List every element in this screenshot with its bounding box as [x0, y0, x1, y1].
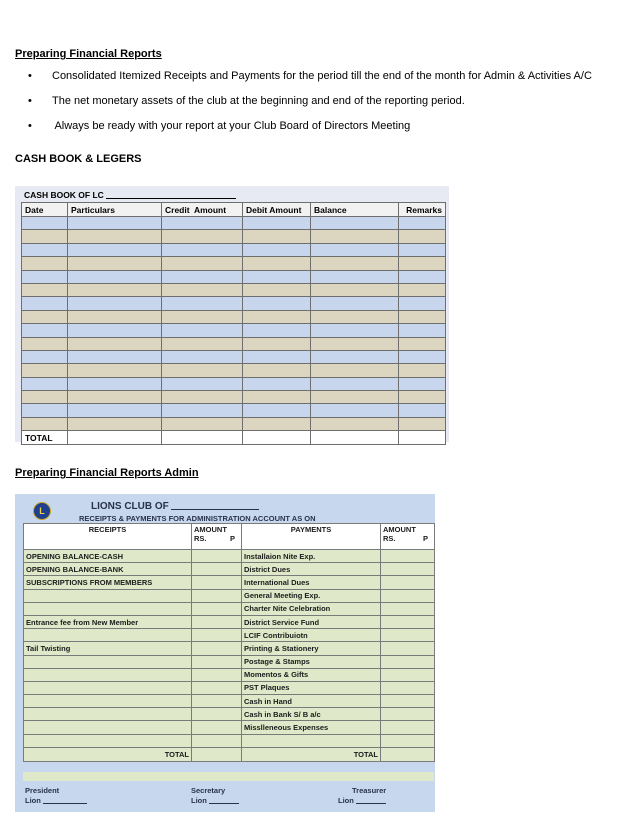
receipt-amount [192, 563, 242, 576]
table-cell [162, 324, 243, 337]
table-cell [68, 217, 162, 230]
receipts-payments-table [23, 523, 435, 762]
table-cell [311, 404, 399, 417]
account-subtitle: RECEIPTS & PAYMENTS FOR ADMINISTRATION ACCOUNT AS ON [79, 514, 316, 523]
table-cell [243, 350, 311, 363]
table-cell [243, 404, 311, 417]
table-cell [399, 243, 446, 256]
table-cell [311, 337, 399, 350]
table-cell [68, 297, 162, 310]
table-row [22, 297, 446, 310]
receipt-amount [192, 695, 242, 708]
payment-item: District Service Fund [242, 615, 381, 628]
payment-item: General Meeting Exp. [242, 589, 381, 602]
table-row [22, 230, 446, 243]
table-row [24, 602, 435, 615]
signature-president: President Lion [25, 786, 87, 806]
payment-amount [381, 563, 435, 576]
payment-amount [381, 629, 435, 642]
table-cell [243, 230, 311, 243]
receipt-item [24, 589, 192, 602]
total-label: TOTAL [22, 431, 68, 445]
table-row [22, 350, 446, 363]
table-cell [68, 364, 162, 377]
receipts-amount-header: AMOUNT RS. P [192, 524, 242, 550]
club-name-label: LIONS CLUB OF [91, 501, 259, 512]
payment-item: Cash in Hand [242, 695, 381, 708]
payment-item: International Dues [242, 576, 381, 589]
total-cell [311, 431, 399, 445]
table-row [22, 364, 446, 377]
table-row [24, 708, 435, 721]
table-cell [22, 404, 68, 417]
table-cell [68, 310, 162, 323]
receipt-item [24, 708, 192, 721]
col-remarks: Remarks [399, 203, 446, 217]
table-row [22, 283, 446, 296]
table-cell [162, 283, 243, 296]
table-cell [22, 377, 68, 390]
payment-item: Momentos & Gifts [242, 668, 381, 681]
payment-amount [381, 695, 435, 708]
receipt-amount [192, 681, 242, 694]
table-cell [22, 417, 68, 430]
table-row [22, 217, 446, 230]
table-row [22, 337, 446, 350]
table-row [24, 734, 435, 747]
table-cell [399, 217, 446, 230]
table-cell [243, 364, 311, 377]
table-cell [311, 350, 399, 363]
receipt-item [24, 629, 192, 642]
receipt-amount [192, 655, 242, 668]
bullet-text: Consolidated Itemized Receipts and Payments for the period till the end of the month for Admin & Activities A/C [52, 70, 592, 82]
table-row [24, 563, 435, 576]
bullet-text: Always be ready with your report at your Club Board of Directors Meeting [52, 120, 411, 132]
table-cell [162, 337, 243, 350]
payment-amount [381, 576, 435, 589]
payment-item: Misslleneous Expenses [242, 721, 381, 734]
table-row [24, 695, 435, 708]
col-particulars: Particulars [68, 203, 162, 217]
table-row [24, 550, 435, 563]
table-cell [162, 364, 243, 377]
table-cell [22, 230, 68, 243]
col-credit-amount: Credit Amount [162, 203, 243, 217]
table-cell [68, 404, 162, 417]
table-cell [243, 270, 311, 283]
table-cell [243, 283, 311, 296]
table-cell [311, 230, 399, 243]
receipt-item: OPENING BALANCE-CASH [24, 550, 192, 563]
table-row [22, 417, 446, 430]
bullet-list [28, 70, 638, 145]
bullet-item [28, 120, 638, 145]
table-row [24, 642, 435, 655]
table-cell [162, 391, 243, 404]
section-title-cash-book: CASH BOOK & LEGERS [15, 153, 142, 165]
receipt-item [24, 695, 192, 708]
table-cell [68, 391, 162, 404]
table-cell [243, 217, 311, 230]
cash-book-rows [22, 217, 446, 431]
receipt-item: Tail Twisting [24, 642, 192, 655]
cash-book-form [15, 186, 449, 442]
table-row [24, 576, 435, 589]
table-cell [162, 404, 243, 417]
table-cell [399, 257, 446, 270]
total-cell [399, 431, 446, 445]
payment-item: Installaion Nite Exp. [242, 550, 381, 563]
table-row [22, 310, 446, 323]
table-cell [311, 243, 399, 256]
payment-item [242, 734, 381, 747]
table-cell [22, 350, 68, 363]
total-row [24, 747, 435, 761]
table-cell [162, 310, 243, 323]
table-cell [22, 324, 68, 337]
table-row [24, 589, 435, 602]
table-cell [243, 391, 311, 404]
table-row [22, 257, 446, 270]
payment-amount [381, 589, 435, 602]
table-cell [22, 391, 68, 404]
table-row [24, 615, 435, 628]
table-cell [399, 324, 446, 337]
table-row [22, 270, 446, 283]
payment-amount [381, 602, 435, 615]
table-cell [311, 391, 399, 404]
table-cell [243, 337, 311, 350]
table-cell [399, 350, 446, 363]
payment-amount [381, 708, 435, 721]
table-cell [162, 243, 243, 256]
table-cell [243, 257, 311, 270]
table-row [24, 721, 435, 734]
signature-secretary: Secretary Lion [191, 786, 239, 806]
payment-amount [381, 655, 435, 668]
table-header-row [22, 203, 446, 217]
receipt-item: Entrance fee from New Member [24, 615, 192, 628]
table-cell [68, 283, 162, 296]
table-row [22, 243, 446, 256]
payment-item: PST Plaques [242, 681, 381, 694]
table-cell [311, 257, 399, 270]
table-cell [68, 324, 162, 337]
col-balance: Balance [311, 203, 399, 217]
table-cell [243, 297, 311, 310]
spacer-band [23, 772, 434, 781]
table-cell [22, 310, 68, 323]
table-cell [68, 270, 162, 283]
payment-item: LCIF Contribuiotn [242, 629, 381, 642]
table-cell [22, 364, 68, 377]
table-cell [399, 404, 446, 417]
table-cell [311, 364, 399, 377]
table-cell [22, 243, 68, 256]
section-title-financial-reports: Preparing Financial Reports [15, 48, 162, 60]
table-cell [22, 270, 68, 283]
total-cell [68, 431, 162, 445]
total-cell [162, 431, 243, 445]
col-date: Date [22, 203, 68, 217]
table-cell [311, 417, 399, 430]
table-cell [399, 364, 446, 377]
table-cell [311, 217, 399, 230]
receipts-header: RECEIPTS [24, 524, 192, 550]
table-cell [162, 377, 243, 390]
receipt-amount [192, 721, 242, 734]
payments-header: PAYMENTS [242, 524, 381, 550]
receipt-amount [192, 550, 242, 563]
table-row [22, 404, 446, 417]
payment-amount [381, 615, 435, 628]
receipt-amount [192, 602, 242, 615]
payment-amount [381, 550, 435, 563]
payment-amount [381, 721, 435, 734]
receipt-amount [192, 708, 242, 721]
receipt-item: OPENING BALANCE-BANK [24, 563, 192, 576]
payment-amount [381, 668, 435, 681]
table-row [22, 377, 446, 390]
table-cell [243, 417, 311, 430]
table-cell [68, 230, 162, 243]
receipt-amount [192, 589, 242, 602]
bullet-dot: • [28, 70, 32, 82]
payments-amount-header: AMOUNT RS. P [381, 524, 435, 550]
table-cell [399, 377, 446, 390]
payment-item: Printing & Stationery [242, 642, 381, 655]
table-cell [399, 283, 446, 296]
total-cell [243, 431, 311, 445]
table-cell [68, 417, 162, 430]
receipt-item [24, 681, 192, 694]
table-cell [162, 350, 243, 363]
table-cell [399, 337, 446, 350]
payment-item: Postage & Stamps [242, 655, 381, 668]
payment-amount [381, 681, 435, 694]
table-cell [311, 324, 399, 337]
payments-total-amount [381, 747, 435, 761]
table-cell [162, 230, 243, 243]
table-cell [399, 391, 446, 404]
table-cell [68, 257, 162, 270]
table-row [22, 391, 446, 404]
table-cell [399, 297, 446, 310]
table-cell [22, 283, 68, 296]
receipt-item [24, 668, 192, 681]
receipts-payments-rows [24, 550, 435, 748]
table-cell [162, 270, 243, 283]
total-row [22, 431, 446, 445]
table-row [24, 668, 435, 681]
receipt-amount [192, 615, 242, 628]
receipt-amount [192, 734, 242, 747]
cash-book-table [21, 202, 446, 445]
payments-total-label: TOTAL [242, 747, 381, 761]
receipts-total-label: TOTAL [24, 747, 192, 761]
table-cell [311, 283, 399, 296]
table-cell [399, 230, 446, 243]
table-cell [162, 257, 243, 270]
table-cell [243, 377, 311, 390]
payment-amount [381, 734, 435, 747]
table-cell [399, 417, 446, 430]
table-cell [162, 297, 243, 310]
payment-amount [381, 642, 435, 655]
table-cell [22, 257, 68, 270]
table-cell [243, 310, 311, 323]
receipt-amount [192, 668, 242, 681]
receipt-amount [192, 642, 242, 655]
table-row [24, 681, 435, 694]
table-cell [162, 217, 243, 230]
table-cell [162, 417, 243, 430]
bullet-text: The net monetary assets of the club at the beginning and end of the reporting period. [52, 95, 465, 107]
table-cell [22, 217, 68, 230]
receipt-item [24, 602, 192, 615]
receipt-item [24, 721, 192, 734]
table-row [22, 324, 446, 337]
table-cell [311, 297, 399, 310]
payment-item: Charter Nite Celebration [242, 602, 381, 615]
section-title-financial-reports-admin: Preparing Financial Reports Admin [15, 467, 199, 479]
table-cell [399, 270, 446, 283]
col-debit-amount: Debit Amount [243, 203, 311, 217]
receipt-item [24, 734, 192, 747]
table-cell [22, 337, 68, 350]
table-cell [22, 297, 68, 310]
table-cell [243, 324, 311, 337]
table-cell [68, 337, 162, 350]
table-cell [68, 377, 162, 390]
table-cell [243, 243, 311, 256]
table-cell [68, 243, 162, 256]
cash-book-caption: CASH BOOK OF LC [24, 190, 236, 200]
receipt-item [24, 655, 192, 668]
bullet-item [28, 70, 638, 95]
table-cell [311, 270, 399, 283]
payment-item: District Dues [242, 563, 381, 576]
table-cell [311, 377, 399, 390]
bullet-dot: • [28, 120, 32, 132]
table-header-row [24, 524, 435, 550]
table-row [24, 629, 435, 642]
bullet-item [28, 95, 638, 120]
table-cell [68, 350, 162, 363]
lions-logo-icon: L [33, 502, 51, 520]
receipt-amount [192, 576, 242, 589]
table-cell [399, 310, 446, 323]
receipts-payments-form [15, 494, 435, 812]
bullet-dot: • [28, 95, 32, 107]
signature-treasurer: Treasurer Lion [338, 786, 387, 805]
payment-item: Cash in Bank S/ B a/c [242, 708, 381, 721]
receipt-item: SUBSCRIPTIONS FROM MEMBERS [24, 576, 192, 589]
receipt-amount [192, 629, 242, 642]
table-row [24, 655, 435, 668]
table-cell [311, 310, 399, 323]
receipts-total-amount [192, 747, 242, 761]
